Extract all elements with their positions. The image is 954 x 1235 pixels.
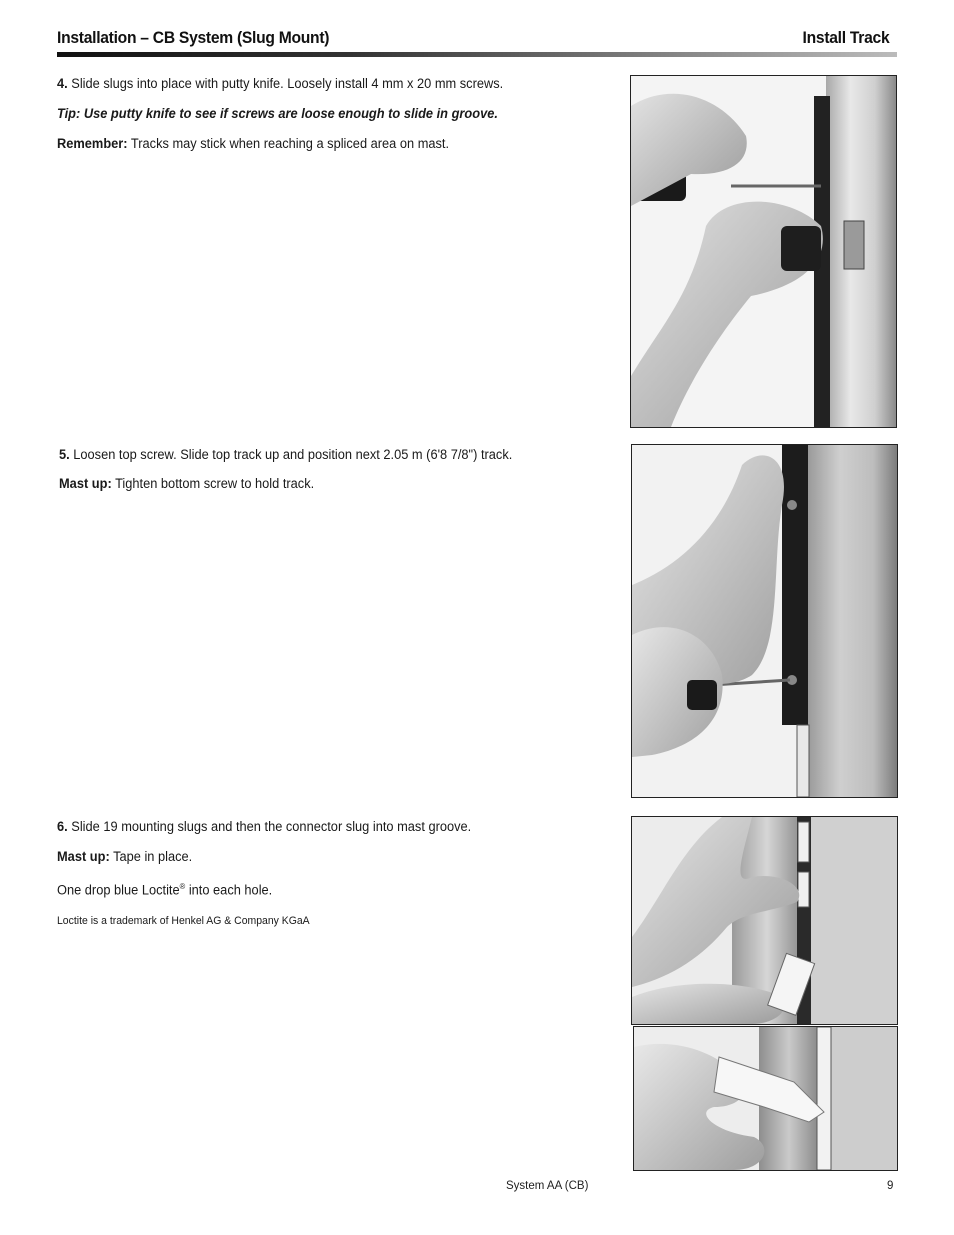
step-4-text: Slide slugs into place with putty knife. Loosely install 4 mm x 20 mm screws. [71, 76, 504, 91]
step-6-instruction [57, 819, 471, 835]
step-5-text: Loosen top screw. Slide top track up and position next 2.05 m (6'8 7/8") track. [73, 447, 513, 462]
step-4-instruction [57, 76, 503, 92]
page-topic-title: Install Track [802, 28, 889, 47]
trademark-note: Loctite is a trademark of Henkel AG & Company KGaA [57, 915, 310, 927]
remember-text: Tracks may stick when reaching a spliced area on mast. [130, 136, 450, 151]
step-6-loctite [57, 879, 272, 899]
footer-system-label: System AA (CB) [506, 1180, 589, 1192]
mast-up-label: Mast up: [57, 849, 110, 864]
step-6-text: Slide 19 mounting slugs and then the connector slug into mast groove. [71, 819, 472, 834]
step-6-mast-up [57, 849, 192, 865]
loctite-post: into each hole. [185, 882, 273, 898]
step-4-number: 4. [57, 76, 68, 91]
step-6-number: 6. [57, 819, 68, 834]
photo-loctite-drop [633, 1026, 898, 1171]
remember-label: Remember: [57, 136, 128, 151]
step-4-remember [57, 136, 449, 152]
mast-up-text: Tape in place. [113, 849, 193, 864]
header-rule [57, 52, 897, 57]
photo-slugs-in-groove [631, 816, 898, 1025]
step-5-mast-up [59, 476, 314, 492]
loctite-pre: One drop blue Loctite [57, 882, 180, 898]
mast-up-label: Mast up: [59, 476, 112, 491]
page-number: 9 [887, 1180, 894, 1192]
step-5-number: 5. [59, 447, 70, 462]
section-title: Installation – CB System (Slug Mount) [57, 28, 330, 47]
registered-mark: ® [179, 882, 186, 891]
photo-slug-install [630, 75, 897, 428]
step-5-instruction [59, 447, 512, 463]
photo-track-position [631, 444, 898, 798]
mast-up-text: Tighten bottom screw to hold track. [115, 476, 315, 491]
step-4-tip: Tip: Use putty knife to see if screws are loose enough to slide in groove. [57, 106, 498, 121]
